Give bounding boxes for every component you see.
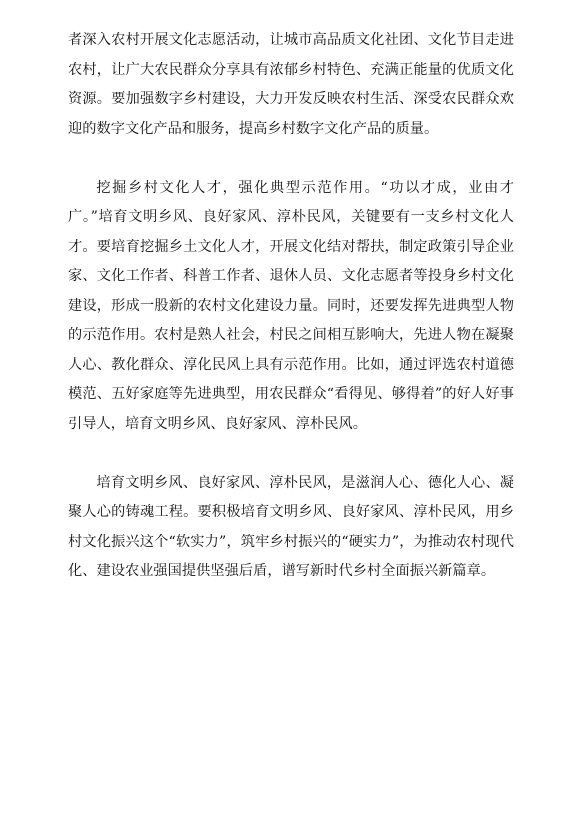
paragraph-cultural-talent: 挖掘乡村文化人才，强化典型示范作用。“功以才成，业由才广。”培育文明乡风、良好家风、淳朴民风，关键要有一支乡村文化人才。要培育挖掘乡土文化人才，开展文化结对帮扶，制定政策引导企业家、文化工作者、科普工作者、退休人员、文化志愿者等投身乡村文化建设，形成一股新的农村文化建设力量。同时，还要发挥先进典型人物的示范作用。农村是熟人社会，村民之间相互影响大，先进人物在凝聚人心、教化群众、淳化民风上具有示范作用。比如，通过评选农村道德模范、五好家庭等先进典型，用农民群众“看得见、够得着”的好人好事引导人，培育文明乡风、良好家风、淳朴民风。 — [68, 179, 514, 432]
paragraph-gap — [68, 144, 514, 174]
document-page — [68, 26, 514, 587]
paragraph-gap — [68, 439, 514, 469]
paragraph-conclusion: 培育文明乡风、良好家风、淳朴民风，是滋润人心、德化人心、凝聚人心的铸魂工程。要积极培育文明乡风、良好家风、淳朴民风，用乡村文化振兴这个“软实力”，筑牢乡村振兴的“硬实力”，为推动农村现代化、建设农业强国提供坚强后盾，谱写新时代乡村全面振兴新篇章。 — [68, 474, 514, 579]
paragraph-continued: 者深入农村开展文化志愿活动，让城市高品质文化社团、文化节目走进农村，让广大农民群众分享具有浓郁乡村特色、充满正能量的优质文化资源。要加强数字乡村建设，大力开发反映农村生活、深受农民群众欢迎的数字文化产品和服务，提高乡村数字文化产品的质量。 — [68, 32, 514, 137]
